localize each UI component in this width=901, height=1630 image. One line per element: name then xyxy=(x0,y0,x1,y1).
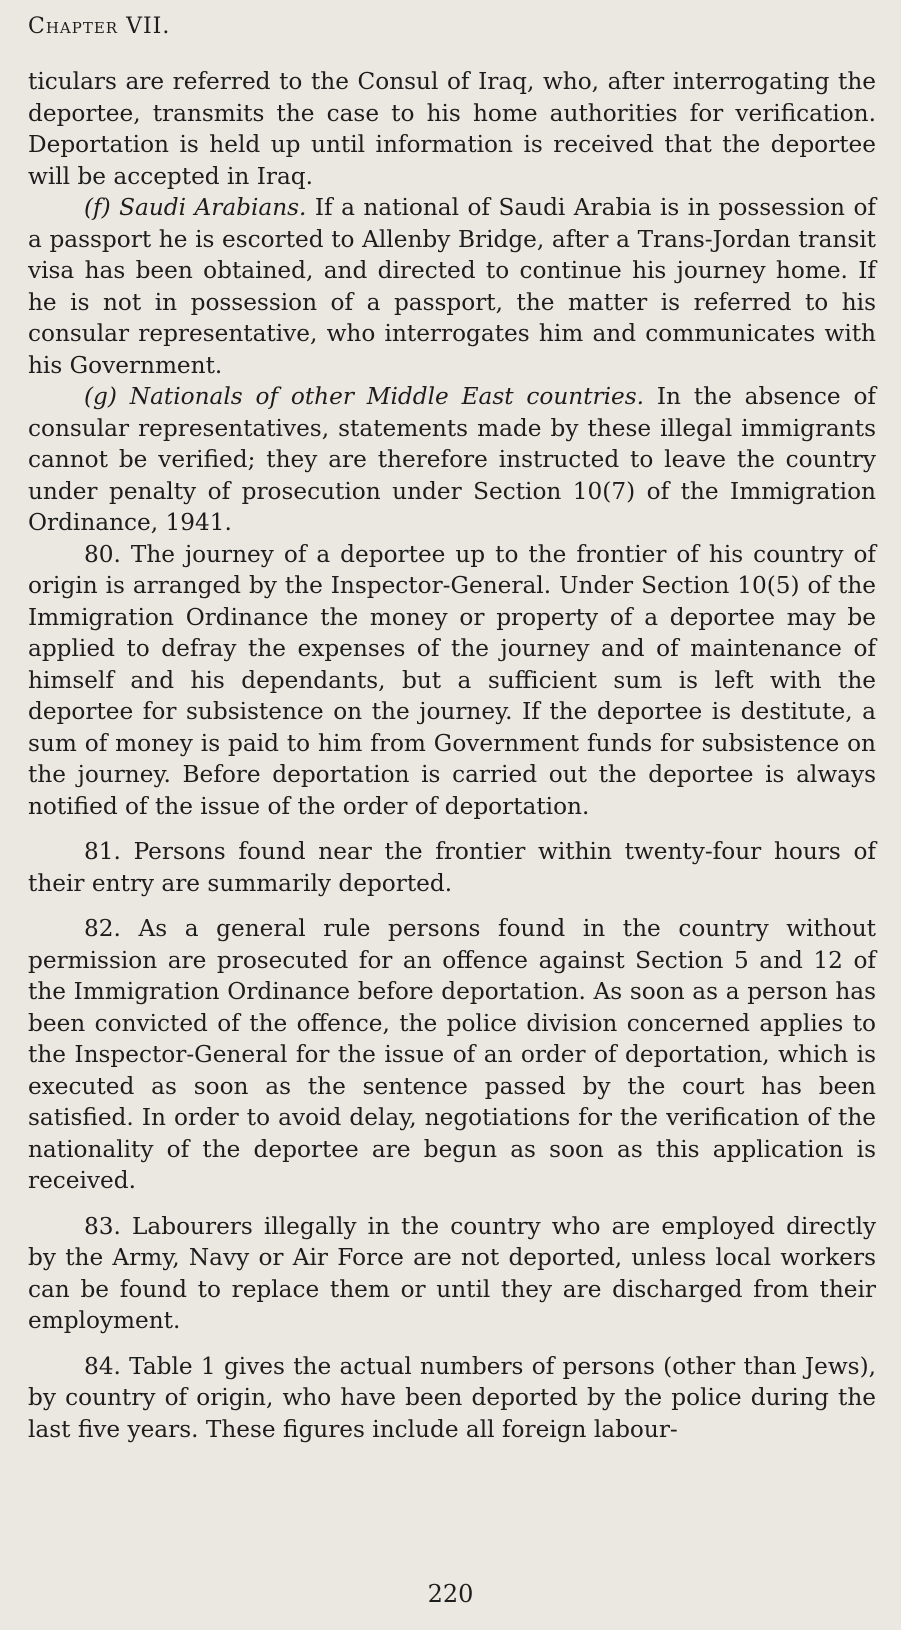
paragraph-84: 84. Table 1 gives the actual numbers of persons (other than Jews), by country of origin, who have been deported by the police during the last five years. These figures include all foreign labour- xyxy=(28,1352,876,1443)
body-text xyxy=(28,66,876,1445)
paragraph-middle-east-nationals xyxy=(28,381,876,539)
paragraph-82: 82. As a general rule persons found in the country without permission are prosecuted for an offence against Section 5 and 12 of the Immigration Ordinance before deportation. As soon as a person has been convicted of the offence, the police division concerned applies to the Inspector-General for the issue of an order of deportation, which is executed as soon as the sentence passed by the court has been satisfied. In order to avoid delay, negotiations for the verification of the nationality of the deportee are begun as soon as this application is received. xyxy=(28,915,876,1194)
paragraph-83: 83. Labourers illegally in the country who are employed directly by the Army, Navy or Air Force are not deported, unless local workers can be found to replace them or until they are discharged from their employment. xyxy=(28,1212,876,1334)
page-number: 220 xyxy=(427,1580,474,1608)
chapter-heading: Chapter VII. xyxy=(28,14,171,39)
paragraph-81: 81. Persons found near the frontier within twenty-four hours of their entry are summarily deported. xyxy=(28,838,876,897)
paragraph-body: If a national of Saudi Arabia is in possession of a passport he is escorted to Allenby Bridge, after a Trans-Jordan transit visa has been obtained, and directed to continue his journey home. If he is not in possession of a passport, the matter is referred to his consular representative, who interrogates him and communicates with his Government. xyxy=(28,194,876,379)
paragraph-saudi-arabians xyxy=(28,192,876,381)
subsection-label-f: (f) Saudi Arabians. xyxy=(84,194,307,221)
subsection-label-g: (g) Nationals of other Middle East countries. xyxy=(84,383,645,410)
paragraph-continuation: ticulars are referred to the Consul of Iraq, who, after interrogating the deportee, transmits the case to his home authorities for verification. Deportation is held up until information is received that the deportee will be accepted in Iraq. xyxy=(28,68,876,190)
paragraph-80: 80. The journey of a deportee up to the frontier of his country of origin is arranged by the Inspector-General. Under Section 10(5) of the Immigration Ordinance the money or property of a deportee may be applied to defray the expenses of the journey and of maintenance of himself and his dependants, but a sufficient sum is left with the deportee for subsistence on the journey. If the deportee is destitute, a sum of money is paid to him from Government funds for subsistence on the journey. Before deportation is carried out the deportee is always notified of the issue of the order of deportation. xyxy=(28,540,876,820)
paragraph-body: In the absence of consular representatives, statements made by these illegal immigrants cannot be verified; they are therefore instructed to leave the country under penalty of prosecution under Section 10(7) of the Immigration Ordinance, 1941. xyxy=(28,383,876,536)
